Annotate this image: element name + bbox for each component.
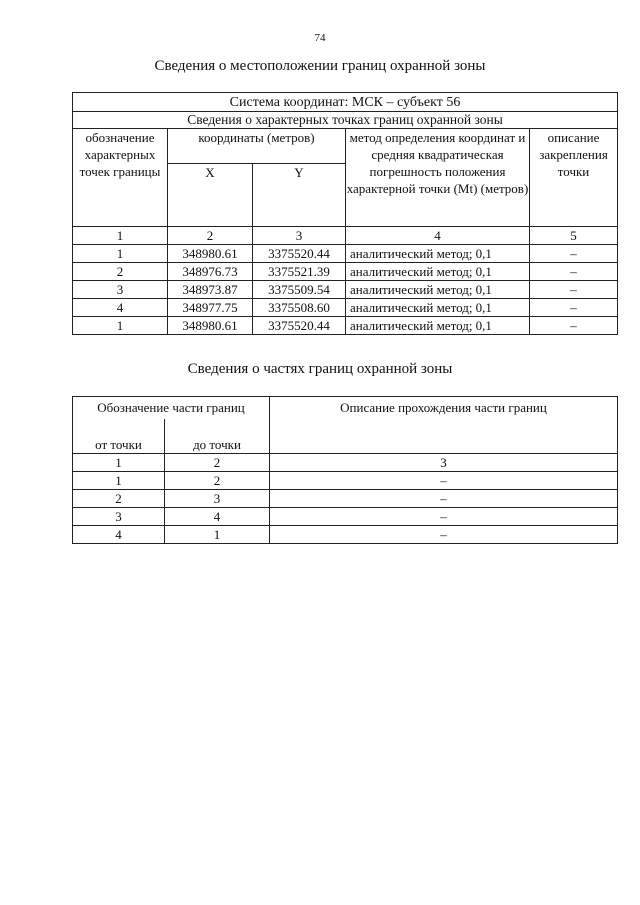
to-cell: 1 xyxy=(165,526,270,544)
method-cell: аналитический метод; 0,1 xyxy=(346,299,530,317)
col-desc: Описание прохождения части границ xyxy=(270,397,618,454)
x-cell: 348973.87 xyxy=(168,281,253,299)
index-cell: 1 xyxy=(73,454,165,472)
y-cell: 3375520.44 xyxy=(253,245,346,263)
from-cell: 1 xyxy=(73,472,165,490)
table-row xyxy=(73,281,618,299)
fixing-cell: – xyxy=(530,263,618,281)
col-part: Обозначение части границ xyxy=(73,397,270,420)
points-subheader: Сведения о характерных точках границ охранной зоны xyxy=(73,112,618,129)
desc-cell: – xyxy=(270,508,618,526)
table-row xyxy=(73,508,618,526)
index-cell: 4 xyxy=(346,227,530,245)
col-method: метод определения координат и средняя квадратическая погрешность положения характерной точки (Mt) (метров) xyxy=(346,129,530,227)
table-row xyxy=(73,490,618,508)
col-y: Y xyxy=(253,164,346,227)
y-cell: 3375508.60 xyxy=(253,299,346,317)
coordinate-system: Система координат: МСК – субъект 56 xyxy=(73,93,618,112)
x-cell: 348980.61 xyxy=(168,317,253,335)
to-cell: 2 xyxy=(165,472,270,490)
col-designation: обозначение характерных точек границы xyxy=(73,129,168,227)
desc-cell: – xyxy=(270,526,618,544)
section-title-parts: Сведения о частях границ охранной зоны xyxy=(187,361,453,377)
x-cell: 348976.73 xyxy=(168,263,253,281)
point-cell: 1 xyxy=(73,245,168,263)
table-row xyxy=(73,245,618,263)
table-row xyxy=(73,472,618,490)
index-cell: 5 xyxy=(530,227,618,245)
parts-table xyxy=(72,396,618,544)
fixing-cell: – xyxy=(530,317,618,335)
table-row xyxy=(73,263,618,281)
col-coords: координаты (метров) xyxy=(168,129,346,164)
page-number: 74 xyxy=(314,32,326,44)
col-x: X xyxy=(168,164,253,227)
point-cell: 3 xyxy=(73,281,168,299)
point-cell: 1 xyxy=(73,317,168,335)
fixing-cell: – xyxy=(530,299,618,317)
point-cell: 2 xyxy=(73,263,168,281)
index-cell: 3 xyxy=(253,227,346,245)
y-cell: 3375509.54 xyxy=(253,281,346,299)
method-cell: аналитический метод; 0,1 xyxy=(346,263,530,281)
to-cell: 4 xyxy=(165,508,270,526)
y-cell: 3375521.39 xyxy=(253,263,346,281)
desc-cell: – xyxy=(270,472,618,490)
index-cell: 2 xyxy=(168,227,253,245)
from-cell: 4 xyxy=(73,526,165,544)
to-cell: 3 xyxy=(165,490,270,508)
table-row xyxy=(73,299,618,317)
col-from: от точки xyxy=(73,419,165,454)
method-cell: аналитический метод; 0,1 xyxy=(346,317,530,335)
x-cell: 348977.75 xyxy=(168,299,253,317)
section-title-location: Сведения о местоположении границ охранной зоны xyxy=(154,58,486,74)
table-row xyxy=(73,317,618,335)
table-row xyxy=(73,526,618,544)
index-cell: 1 xyxy=(73,227,168,245)
method-cell: аналитический метод; 0,1 xyxy=(346,281,530,299)
fixing-cell: – xyxy=(530,245,618,263)
desc-cell: – xyxy=(270,490,618,508)
from-cell: 2 xyxy=(73,490,165,508)
method-cell: аналитический метод; 0,1 xyxy=(346,245,530,263)
fixing-cell: – xyxy=(530,281,618,299)
y-cell: 3375520.44 xyxy=(253,317,346,335)
col-fixing: описание закрепления точки xyxy=(530,129,618,227)
col-to: до точки xyxy=(165,419,270,454)
x-cell: 348980.61 xyxy=(168,245,253,263)
from-cell: 3 xyxy=(73,508,165,526)
point-cell: 4 xyxy=(73,299,168,317)
points-table xyxy=(72,92,618,335)
index-cell: 2 xyxy=(165,454,270,472)
index-cell: 3 xyxy=(270,454,618,472)
